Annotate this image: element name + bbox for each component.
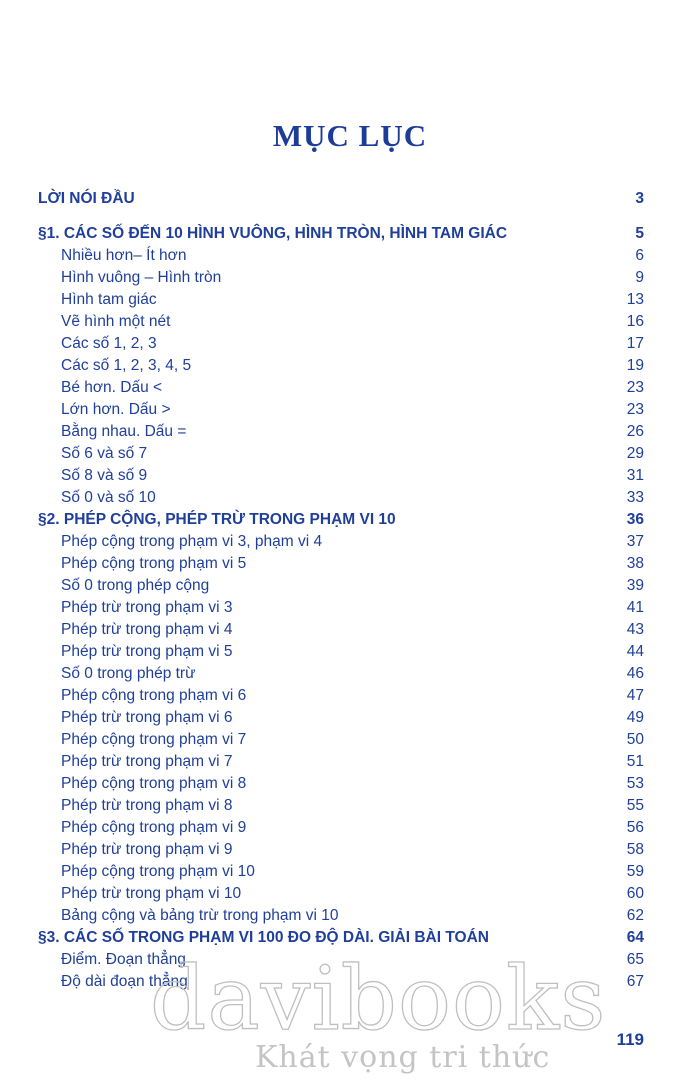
toc-label: Hình tam giác (61, 291, 157, 308)
toc-page: 5 (635, 225, 644, 242)
toc-entry (38, 729, 644, 751)
toc-page: 55 (626, 797, 644, 814)
toc-entry (38, 795, 644, 817)
toc-page: 16 (626, 313, 644, 330)
toc-page: 39 (626, 577, 644, 594)
toc-page: 9 (635, 269, 644, 286)
toc-page: 64 (626, 929, 644, 946)
toc-page: 38 (626, 555, 644, 572)
toc-label: Số 0 và số 10 (61, 489, 156, 506)
toc-label: Phép cộng trong phạm vi 8 (61, 775, 247, 792)
toc-entry (38, 355, 644, 377)
toc-entry (38, 839, 644, 861)
toc-page: 46 (626, 665, 644, 682)
toc-entry (38, 553, 644, 575)
table-of-contents (38, 186, 644, 993)
toc-entry (38, 707, 644, 729)
toc-label: Lớn hơn. Dấu > (61, 401, 171, 418)
toc-entry (38, 399, 644, 421)
toc-entry (38, 905, 644, 927)
toc-label: Phép trừ trong phạm vi 10 (61, 885, 242, 902)
toc-label: Số 0 trong phép cộng (61, 577, 210, 594)
toc-label: Phép trừ trong phạm vi 9 (61, 841, 233, 858)
toc-page: 33 (626, 489, 644, 506)
toc-label: §3. CÁC SỐ TRONG PHẠM VI 100 ĐO ĐỘ DÀI. GIẢI BÀI TOÁN (38, 929, 489, 946)
toc-entry (38, 377, 644, 399)
toc-entry (38, 597, 644, 619)
toc-label: Phép trừ trong phạm vi 4 (61, 621, 233, 638)
toc-page: 56 (626, 819, 644, 836)
toc-entry (38, 311, 644, 333)
toc-label: LỜI NÓI ĐẦU (38, 190, 135, 207)
toc-page: 6 (635, 247, 644, 264)
toc-page: 47 (626, 687, 644, 704)
toc-entry (38, 465, 644, 487)
toc-page: 17 (626, 335, 644, 352)
toc-label: Phép trừ trong phạm vi 6 (61, 709, 233, 726)
toc-label: Phép trừ trong phạm vi 3 (61, 599, 233, 616)
toc-section (38, 927, 644, 949)
toc-page: 65 (626, 951, 644, 968)
toc-page: 67 (626, 973, 644, 990)
toc-label: Số 8 và số 9 (61, 467, 148, 484)
toc-label: Vẽ hình một nét (61, 313, 171, 330)
toc-label: Phép cộng trong phạm vi 3, phạm vi 4 (61, 533, 323, 550)
toc-label: Phép trừ trong phạm vi 5 (61, 643, 233, 660)
toc-page: 53 (626, 775, 644, 792)
toc-label: Phép cộng trong phạm vi 6 (61, 687, 247, 704)
toc-entry (38, 531, 644, 553)
toc-label: Phép cộng trong phạm vi 9 (61, 819, 247, 836)
toc-page: 29 (626, 445, 644, 462)
toc-page: 41 (626, 599, 644, 616)
toc-label: §2. PHÉP CỘNG, PHÉP TRỪ TRONG PHẠM VI 10 (38, 511, 396, 528)
toc-entry (38, 267, 644, 289)
toc-entry (38, 333, 644, 355)
toc-entry (38, 487, 644, 509)
toc-entry (38, 245, 644, 267)
toc-entry (38, 817, 644, 839)
toc-label: Phép cộng trong phạm vi 7 (61, 731, 247, 748)
page-number: 119 (616, 1030, 644, 1049)
toc-label: Độ dài đoạn thẳng (61, 973, 188, 990)
toc-label: Các số 1, 2, 3, 4, 5 (61, 357, 192, 374)
toc-page: 23 (626, 379, 644, 396)
toc-label: Hình vuông – Hình tròn (61, 269, 222, 286)
toc-entry (38, 861, 644, 883)
toc-label: §1. CÁC SỐ ĐẾN 10 HÌNH VUÔNG, HÌNH TRÒN, HÌNH TAM GIÁC (38, 225, 508, 242)
toc-page: 58 (626, 841, 644, 858)
toc-page: 37 (626, 533, 644, 550)
watermark-brand: davibooks (150, 947, 607, 1050)
toc-entry (38, 289, 644, 311)
toc-label: Bằng nhau. Dấu = (61, 423, 187, 440)
toc-label: Phép trừ trong phạm vi 8 (61, 797, 233, 814)
toc-entry (38, 773, 644, 795)
toc-label: Số 0 trong phép trừ (61, 665, 196, 682)
toc-page: 62 (626, 907, 644, 924)
watermark-slogan: Khát vọng tri thức (255, 1040, 551, 1075)
toc-entry (38, 685, 644, 707)
toc-entry (38, 663, 644, 685)
toc-entry (38, 883, 644, 905)
toc-page: 51 (626, 753, 644, 770)
toc-page: 43 (626, 621, 644, 638)
toc-section (38, 186, 644, 212)
toc-section (38, 223, 644, 245)
toc-page: 60 (626, 885, 644, 902)
page-title: MỤC LỤC (272, 118, 428, 153)
toc-page: 3 (635, 190, 644, 207)
toc-label: Phép trừ trong phạm vi 7 (61, 753, 233, 770)
toc-entry (38, 619, 644, 641)
toc-label: Phép cộng trong phạm vi 5 (61, 555, 247, 572)
toc-label: Số 6 và số 7 (61, 445, 148, 462)
toc-label: Bảng cộng và bảng trừ trong phạm vi 10 (61, 907, 339, 924)
toc-page: 59 (626, 863, 644, 880)
toc-page: 36 (626, 511, 644, 528)
toc-page: 23 (626, 401, 644, 418)
toc-label: Điểm. Đoạn thẳng (61, 951, 186, 968)
toc-entry (38, 751, 644, 773)
toc-label: Bé hơn. Dấu < (61, 379, 163, 396)
toc-page: 13 (626, 291, 644, 308)
toc-entry (38, 575, 644, 597)
toc-page: 26 (626, 423, 644, 440)
toc-page: 44 (626, 643, 644, 660)
toc-entry (38, 443, 644, 465)
toc-section (38, 509, 644, 531)
toc-page: 19 (626, 357, 644, 374)
toc-page: 31 (626, 467, 644, 484)
toc-page: 50 (626, 731, 644, 748)
toc-page: 49 (626, 709, 644, 726)
toc-label: Các số 1, 2, 3 (61, 335, 157, 352)
toc-entry (38, 421, 644, 443)
toc-label: Phép cộng trong phạm vi 10 (61, 863, 255, 880)
toc-entry (38, 641, 644, 663)
toc-label: Nhiều hơn– Ít hơn (61, 247, 187, 264)
